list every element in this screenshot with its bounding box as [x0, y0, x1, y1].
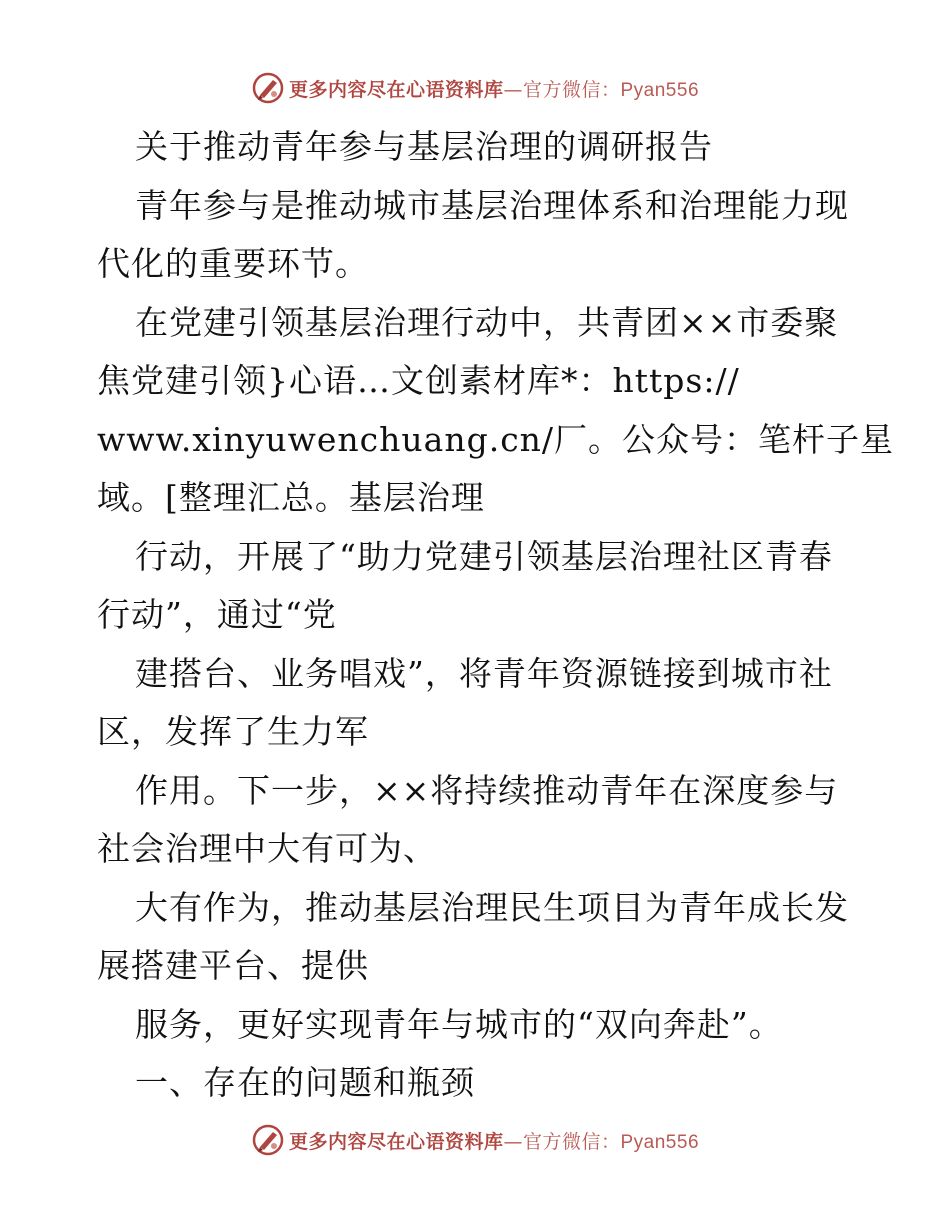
- paragraph-line: 服务，更好实现青年与城市的“双向奔赴”。: [135, 1004, 783, 1044]
- footer-banner: [0, 1120, 950, 1160]
- banner-text-separator: —官方微信：: [503, 1130, 621, 1153]
- paragraph-line: 作用。下一步，××将持续推动青年在深度参与: [135, 770, 839, 810]
- paragraph-line: 域。[整理汇总。基层治理: [97, 478, 485, 517]
- banner-text-main: 更多内容尽在心语资料库: [288, 78, 504, 101]
- paragraph-line: 社会治理中大有可为、: [97, 829, 437, 868]
- banner-wechat-id: Pyan556: [620, 79, 700, 101]
- paragraph-line: 展搭建平台、提供: [97, 946, 369, 985]
- document-body: [97, 118, 895, 1113]
- paragraph-line: 区，发挥了生力军: [97, 712, 369, 751]
- paragraph-line: 大有作为，推动基层治理民生项目为青年成长发: [135, 887, 849, 927]
- paragraph-line: 焦党建引领}心语…文创素材库*：https://: [97, 361, 740, 400]
- paragraph-line: 行动”，通过“党: [97, 595, 337, 634]
- paragraph-line: 代化的重要环节。: [97, 244, 369, 283]
- banner-text: [289, 1127, 699, 1154]
- banner-text: [289, 75, 699, 102]
- paragraph-line: 在党建引领基层治理行动中，共青团××市委聚: [135, 302, 839, 342]
- paragraph-line: 青年参与是推动城市基层治理体系和治理能力现: [135, 185, 849, 225]
- banner-text-main: 更多内容尽在心语资料库: [288, 1130, 504, 1153]
- section-heading: 一、存在的问题和瓶颈: [135, 1063, 475, 1102]
- header-banner: [0, 68, 950, 108]
- banner-text-separator: —官方微信：: [503, 78, 621, 101]
- paragraph-line: 建搭台、业务唱戏”，将青年资源链接到城市社: [135, 653, 833, 693]
- document-title: 关于推动青年参与基层治理的调研报告: [135, 127, 713, 166]
- paragraph-line: www.xinyuwenchuang.cn/厂。公众号：笔杆子星: [97, 419, 895, 459]
- banner-wechat-id: Pyan556: [620, 1131, 700, 1153]
- pen-logo-icon: [251, 71, 285, 105]
- pen-logo-icon: [251, 1123, 285, 1157]
- paragraph-line: 行动，开展了“助力党建引领基层治理社区青春: [135, 536, 833, 576]
